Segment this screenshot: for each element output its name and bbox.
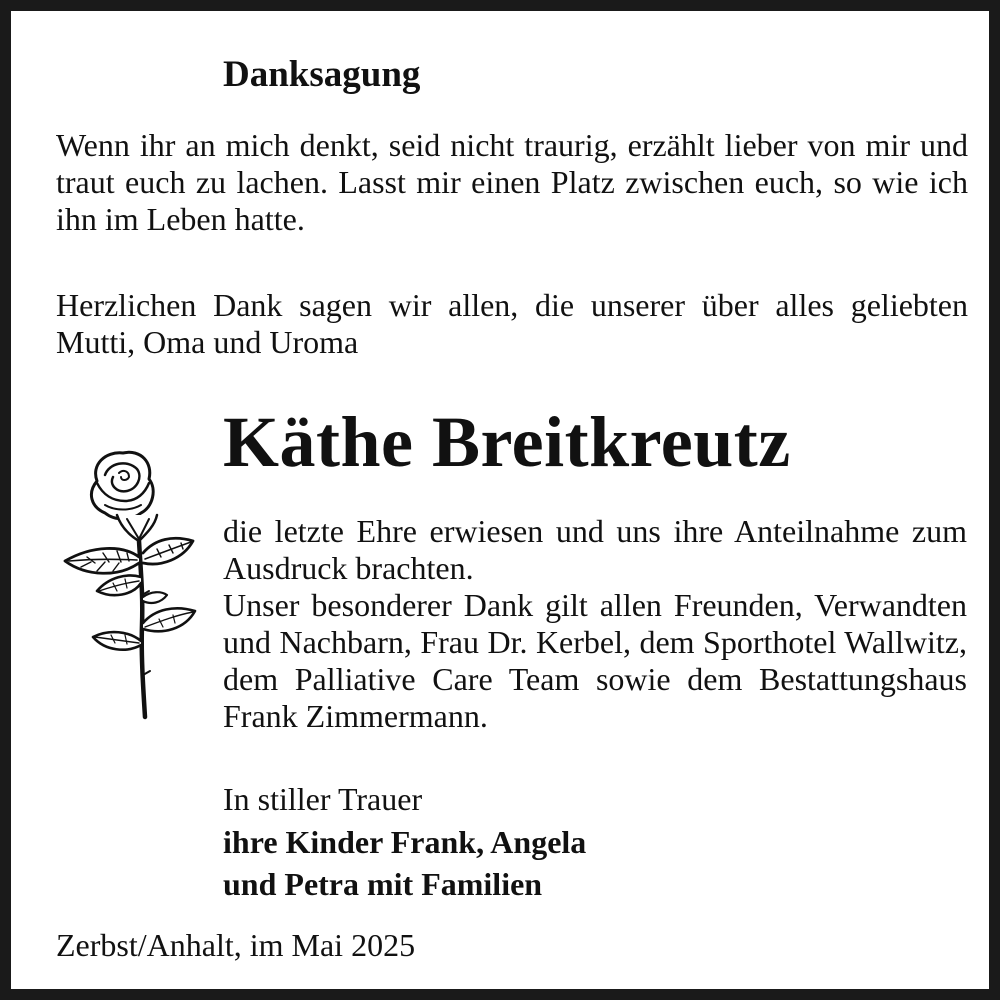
intro-quote: Wenn ihr an mich denkt, seid nicht traurig, erzählt lieber von mir und traut euch zu lachen. Lasst mir einen Platz zwischen euch, so wie ich ihn im Leben hatte. xyxy=(56,127,968,237)
signatories xyxy=(223,821,586,905)
rose-icon xyxy=(57,445,207,721)
notice-heading: Danksagung xyxy=(223,54,421,95)
deceased-name: Käthe Breitkreutz xyxy=(223,402,791,482)
thanks-line: Herzlichen Dank sagen wir allen, die unserer über alles geliebten Mutti, Oma und Uroma xyxy=(56,287,968,360)
place-date: Zerbst/Anhalt, im Mai 2025 xyxy=(56,927,416,963)
acknowledgement-text: die letzte Ehre erwiesen und uns ihre Anteilnahme zum Ausdruck brachten. xyxy=(223,513,967,586)
special-thanks-text: Unser besonderer Dank gilt allen Freunden, Verwandten und Nachbarn, Frau Dr. Kerbel, dem Sporthotel Wallwitz, dem Palliative Care Team sowie dem Bestattungshaus Frank Zimmermann. xyxy=(223,587,967,734)
closing-label: In stiller Trauer xyxy=(223,781,423,817)
signatories-line-2: und Petra mit Familien xyxy=(223,866,543,902)
signatories-line-1: ihre Kinder Frank, Angela xyxy=(223,824,587,860)
acknowledgement-block xyxy=(223,513,967,735)
